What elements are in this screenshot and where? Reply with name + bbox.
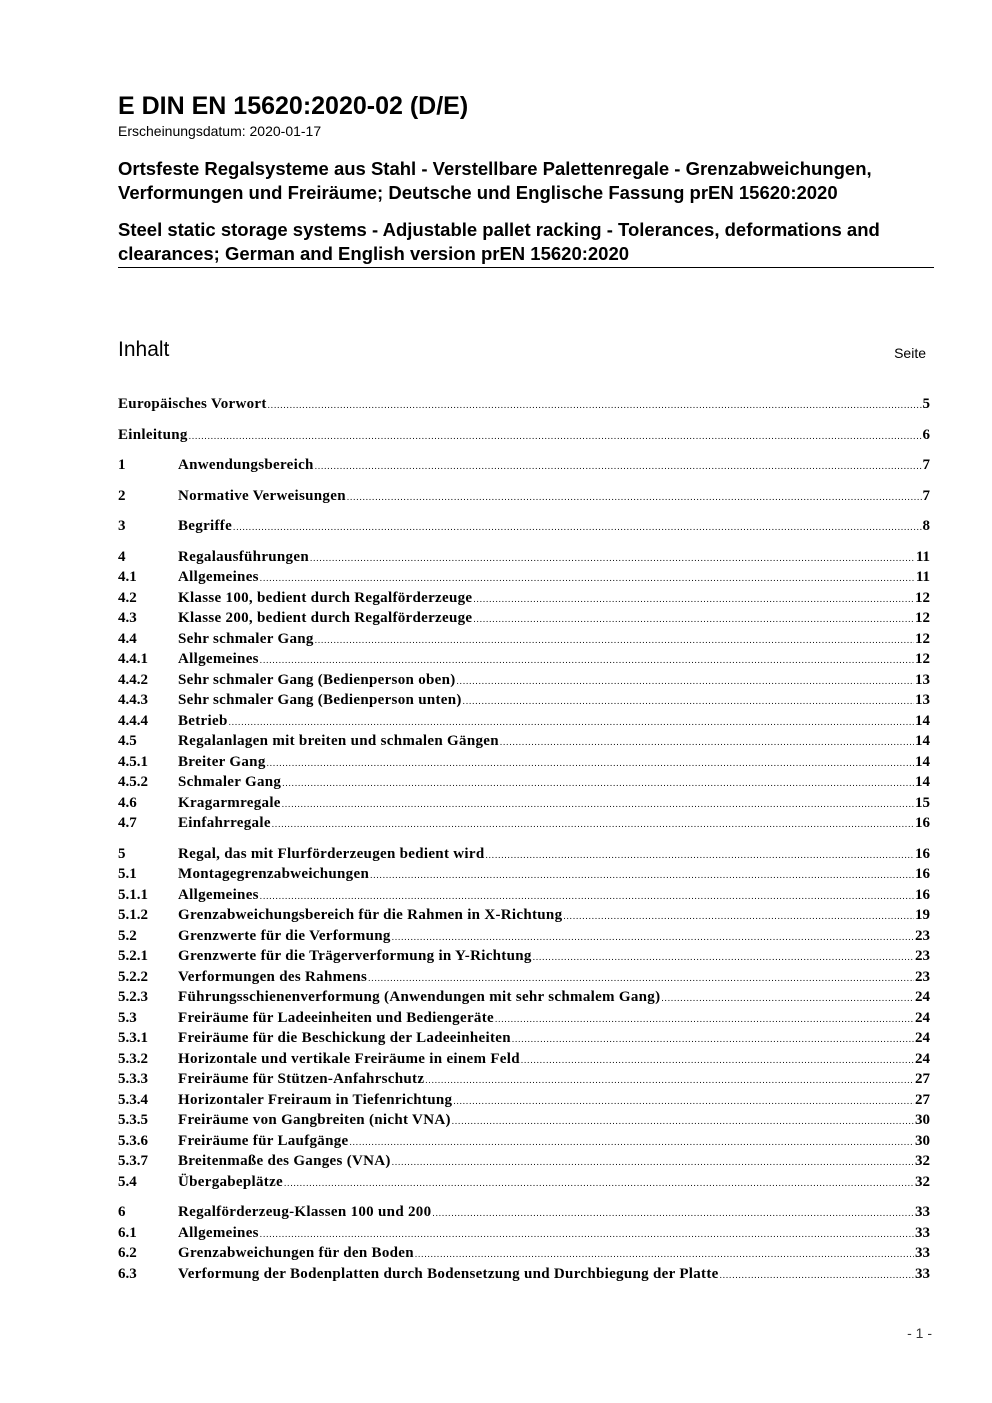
toc-entry-title: Regal, das mit Flurförderzeugen bedient wird <box>178 845 485 862</box>
toc-entry-title: Grenzabweichungsbereich für die Rahmen in X-Richtung <box>178 907 563 923</box>
toc-entry-page: 15 <box>915 794 930 811</box>
toc-entry-title: Verformung der Bodenplatten durch Bodensetzung und Durchbiegung der Platte <box>178 1265 719 1282</box>
dot-leader <box>495 1008 914 1030</box>
toc-entry-title: Anwendungsbereich <box>178 457 314 473</box>
toc-entry-title: Klasse 100, bedient durch Regalförderzeuge <box>178 589 473 606</box>
toc-entry-number: 4.1 <box>118 569 137 585</box>
toc-entry-title: Sehr schmaler Gang (Bedienperson unten) <box>178 692 462 708</box>
toc-entry-title: Betrieb <box>178 712 228 729</box>
toc-entry[interactable] <box>118 793 930 814</box>
toc-entry[interactable] <box>118 608 930 629</box>
toc-entry-page: 11 <box>915 548 930 565</box>
dot-leader <box>310 547 915 569</box>
toc-entry-page: 33 <box>915 1265 930 1282</box>
dot-leader <box>457 670 914 692</box>
toc-entry-number: 6.1 <box>118 1224 137 1241</box>
toc-entry[interactable] <box>118 885 930 906</box>
toc-entry-number: 4.4.3 <box>118 692 148 708</box>
toc-entry[interactable] <box>118 455 930 476</box>
toc-entry-page: 12 <box>915 630 930 647</box>
dot-leader <box>260 885 914 907</box>
toc-entry-title: Grenzwerte für die Verformung <box>178 927 391 944</box>
toc-entry-title: Schmaler Gang <box>178 774 282 790</box>
dot-leader <box>282 793 914 815</box>
toc-entry-page: 5 <box>922 396 930 412</box>
toc-entry-title: Allgemeines <box>178 886 259 903</box>
toc-entry[interactable] <box>118 394 930 415</box>
toc-entry-page: 23 <box>915 948 930 964</box>
toc-entry-number: 5.3.4 <box>118 1091 148 1108</box>
toc-entry[interactable] <box>118 425 930 446</box>
toc-entry[interactable] <box>118 1151 930 1172</box>
dot-leader <box>500 731 914 753</box>
toc-entry-number: 3 <box>118 518 126 534</box>
toc-entry-number: 4 <box>118 548 126 565</box>
toc-entry-number: 5.2.1 <box>118 948 148 964</box>
toc-entry-page: 24 <box>915 1030 930 1046</box>
toc-entry-title: Sehr schmaler Gang (Bedienperson oben) <box>178 671 456 688</box>
toc-entry-number: 4.7 <box>118 815 137 831</box>
dot-leader <box>315 629 914 651</box>
toc-entry-title: Kragarmregale <box>178 794 281 811</box>
toc-entry-page: 33 <box>915 1204 930 1220</box>
toc-entry-number: 4.6 <box>118 794 137 811</box>
toc-entry-title: Freiräume für Ladeeinheiten und Bediengeräte <box>178 1009 494 1026</box>
toc-entry-page: 16 <box>915 845 930 862</box>
toc-entry[interactable] <box>118 567 930 588</box>
toc-entry-page: 24 <box>915 1050 930 1067</box>
toc-entry[interactable] <box>118 772 930 793</box>
dot-leader <box>473 608 914 630</box>
toc-entry-page: 32 <box>915 1153 930 1169</box>
toc-entry-page: 11 <box>915 569 930 585</box>
toc-entry-page: 30 <box>915 1132 930 1149</box>
dot-leader <box>392 1151 914 1173</box>
toc-entry-title: Begriffe <box>178 518 233 534</box>
toc-entry-title: Einleitung <box>118 426 188 443</box>
toc-entry-title: Breiter Gang <box>178 753 266 770</box>
toc-entry-page: 19 <box>915 907 930 923</box>
dot-leader <box>315 455 922 477</box>
toc-entry-number: 5.1 <box>118 866 137 882</box>
dot-leader <box>392 926 914 948</box>
dot-leader <box>370 864 914 886</box>
dot-leader <box>233 516 921 538</box>
toc-entry-number: 4.2 <box>118 589 137 606</box>
toc-entry-number: 4.5 <box>118 733 137 749</box>
toc-entry-title: Allgemeines <box>178 569 259 585</box>
toc-entry[interactable] <box>118 670 930 691</box>
toc-entry-title: Europäisches Vorwort <box>118 396 267 412</box>
toc-entry-title: Regalausführungen <box>178 548 309 565</box>
dot-leader <box>260 649 914 671</box>
toc-entry-page: 27 <box>915 1091 930 1108</box>
toc-entry[interactable] <box>118 813 930 834</box>
toc-entry[interactable] <box>118 1069 930 1090</box>
toc-entry[interactable] <box>118 987 930 1008</box>
toc-entry-page: 16 <box>915 815 930 831</box>
toc-entry-page: 27 <box>915 1071 930 1087</box>
dot-leader <box>463 690 914 712</box>
dot-leader <box>720 1264 914 1286</box>
toc-entry-title: Horizontale und vertikale Freiräume in einem Feld <box>178 1050 520 1067</box>
toc-entry-page: 14 <box>915 733 930 749</box>
toc-entry[interactable] <box>118 1243 930 1264</box>
dot-leader <box>368 967 914 989</box>
toc-entry-title: Übergabeplätze <box>178 1173 284 1190</box>
toc-entry-page: 8 <box>922 518 930 534</box>
dot-leader <box>473 588 914 610</box>
dot-leader <box>189 425 922 447</box>
toc-entry[interactable] <box>118 1008 930 1029</box>
toc-entry[interactable] <box>118 547 930 568</box>
toc-entry-title: Freiräume für Laufgänge <box>178 1132 349 1149</box>
toc-entry-title: Horizontaler Freiraum in Tiefenrichtung <box>178 1091 453 1108</box>
toc-entry[interactable] <box>118 1172 930 1193</box>
toc-entry-title: Einfahrregale <box>178 815 271 831</box>
toc-entry-title: Allgemeines <box>178 1224 259 1241</box>
dot-leader <box>284 1172 914 1194</box>
toc-entry-title: Grenzwerte für die Trägerverformung in Y-Richtung <box>178 948 532 964</box>
toc-entry-page: 12 <box>915 589 930 606</box>
toc-entry-number: 5.2.3 <box>118 989 148 1005</box>
dot-leader <box>521 1049 914 1071</box>
title-english: Steel static storage systems - Adjustable pallet racking - Tolerances, deformations and clearances; German and English version prEN 15620:2020 <box>118 218 934 268</box>
toc-entry-title: Regalanlagen mit breiten und schmalen Gängen <box>178 733 499 749</box>
toc-entry-title: Freiräume von Gangbreiten (nicht VNA) <box>178 1112 451 1128</box>
toc-entry-title: Sehr schmaler Gang <box>178 630 314 647</box>
toc-entry[interactable] <box>118 1264 930 1285</box>
toc-entry-number: 4.5.2 <box>118 774 148 790</box>
dot-leader <box>453 1090 914 1112</box>
toc-entry-number: 5.3.3 <box>118 1071 148 1087</box>
dot-leader <box>229 711 914 733</box>
toc-entry-number: 5 <box>118 845 126 862</box>
toc-entry[interactable] <box>118 1202 930 1223</box>
toc-entry-page: 13 <box>915 692 930 708</box>
toc-entry-number: 5.3.1 <box>118 1030 148 1046</box>
toc-entry-number: 5.1.2 <box>118 907 148 923</box>
toc-entry-page: 14 <box>915 753 930 770</box>
publication-date: Erscheinungsdatum: 2020-01-17 <box>118 123 322 139</box>
dot-leader <box>512 1028 914 1050</box>
dot-leader <box>347 486 922 508</box>
toc-entry[interactable] <box>118 711 930 732</box>
toc-entry-number: 1 <box>118 457 126 473</box>
toc-heading: Inhalt <box>118 338 170 361</box>
toc-entry-page: 24 <box>915 989 930 1005</box>
toc-entry-page: 24 <box>915 1009 930 1026</box>
toc-entry-page: 13 <box>915 671 930 688</box>
toc-entry-title: Normative Verweisungen <box>178 487 346 504</box>
toc-entry-page: 14 <box>915 712 930 729</box>
page-number: - 1 - <box>907 1325 932 1341</box>
toc-entry-page: 6 <box>922 426 930 443</box>
toc-entry-number: 5.2.2 <box>118 968 148 985</box>
toc-entry[interactable] <box>118 516 930 537</box>
toc-entry[interactable] <box>118 946 930 967</box>
toc-entry-number: 4.3 <box>118 610 137 626</box>
toc-entry[interactable] <box>118 1110 930 1131</box>
toc-entry[interactable] <box>118 1131 930 1152</box>
dot-leader <box>282 772 914 794</box>
toc-entry[interactable] <box>118 905 930 926</box>
dot-leader <box>268 394 922 416</box>
toc-entry-page: 7 <box>922 457 930 473</box>
toc-page-label: Seite <box>894 345 926 361</box>
toc-entry-page: 30 <box>915 1112 930 1128</box>
toc-entry-title: Freiräume für die Beschickung der Ladeeinheiten <box>178 1030 511 1046</box>
toc-entry-page: 23 <box>915 927 930 944</box>
dot-leader <box>563 905 914 927</box>
toc-entry[interactable] <box>118 1090 930 1111</box>
toc-entry[interactable] <box>118 926 930 947</box>
dot-leader <box>486 844 915 866</box>
toc-entry-number: 6.2 <box>118 1245 137 1261</box>
toc-entry[interactable] <box>118 649 930 670</box>
dot-leader <box>260 567 915 589</box>
toc-entry-number: 4.4 <box>118 630 137 647</box>
toc-entry-number: 5.3.5 <box>118 1112 148 1128</box>
toc-entry[interactable] <box>118 588 930 609</box>
toc-entry-title: Regalförderzeug-Klassen 100 und 200 <box>178 1204 432 1220</box>
dot-leader <box>452 1110 914 1132</box>
toc-entry-number: 6 <box>118 1204 126 1220</box>
toc-entry-number: 6.3 <box>118 1265 137 1282</box>
toc-entry-page: 16 <box>915 866 930 882</box>
toc-entry[interactable] <box>118 967 930 988</box>
toc-entry-number: 5.3.6 <box>118 1132 148 1149</box>
toc-entry[interactable] <box>118 1049 930 1070</box>
toc-entry-number: 5.3.2 <box>118 1050 148 1067</box>
toc-entry-page: 12 <box>915 651 930 667</box>
dot-leader <box>260 1223 914 1245</box>
toc-entry-page: 32 <box>915 1173 930 1190</box>
table-of-contents <box>118 394 930 1284</box>
toc-entry-page: 14 <box>915 774 930 790</box>
toc-entry-title: Verformungen des Rahmens <box>178 968 368 985</box>
toc-entry-number: 5.1.1 <box>118 886 148 903</box>
toc-entry-title: Klasse 200, bedient durch Regalförderzeuge <box>178 610 473 626</box>
dot-leader <box>272 813 914 835</box>
dot-leader <box>533 946 914 968</box>
toc-entry-number: 2 <box>118 487 126 504</box>
toc-entry[interactable] <box>118 864 930 885</box>
title-german: Ortsfeste Regalsysteme aus Stahl - Verstellbare Palettenregale - Grenzabweichungen, Verformungen und Freiräume; Deutsche und Englische Fassung prEN 15620:2020 <box>118 158 872 203</box>
toc-entry-page: 33 <box>915 1224 930 1241</box>
dot-leader <box>432 1202 914 1224</box>
toc-entry-title: Führungsschienenverformung (Anwendungen mit sehr schmalem Gang) <box>178 989 661 1005</box>
toc-entry-number: 5.4 <box>118 1173 137 1190</box>
toc-entry-number: 4.4.4 <box>118 712 148 729</box>
document-header <box>118 92 934 268</box>
toc-entry[interactable] <box>118 486 930 507</box>
dot-leader <box>425 1069 914 1091</box>
dot-leader <box>267 752 914 774</box>
toc-entry-number: 5.2 <box>118 927 137 944</box>
toc-entry-page: 16 <box>915 886 930 903</box>
dot-leader <box>415 1243 914 1265</box>
toc-entry-number: 5.3 <box>118 1009 137 1026</box>
toc-entry[interactable] <box>118 1028 930 1049</box>
toc-entry-number: 4.5.1 <box>118 753 148 770</box>
toc-entry[interactable] <box>118 844 930 865</box>
toc-entry-title: Freiräume für Stützen-Anfahrschutz <box>178 1071 425 1087</box>
document-id: E DIN EN 15620:2020-02 (D/E) <box>118 92 469 120</box>
toc-entry-page: 33 <box>915 1245 930 1261</box>
toc-entry[interactable] <box>118 690 930 711</box>
toc-entry[interactable] <box>118 752 930 773</box>
toc-entry-page: 12 <box>915 610 930 626</box>
toc-entry-page: 7 <box>922 487 930 504</box>
dot-leader <box>350 1131 915 1153</box>
toc-entry-title: Montagegrenzabweichungen <box>178 866 370 882</box>
toc-entry-title: Breitenmaße des Ganges (VNA) <box>178 1153 391 1169</box>
toc-entry-number: 5.3.7 <box>118 1153 148 1169</box>
toc-entry-number: 4.4.2 <box>118 671 148 688</box>
toc-entry-title: Grenzabweichungen für den Boden <box>178 1245 414 1261</box>
toc-entry-page: 23 <box>915 968 930 985</box>
toc-entry[interactable] <box>118 1223 930 1244</box>
toc-entry-number: 4.4.1 <box>118 651 148 667</box>
toc-entry[interactable] <box>118 731 930 752</box>
toc-entry[interactable] <box>118 629 930 650</box>
toc-entry-title: Allgemeines <box>178 651 259 667</box>
dot-leader <box>661 987 914 1009</box>
